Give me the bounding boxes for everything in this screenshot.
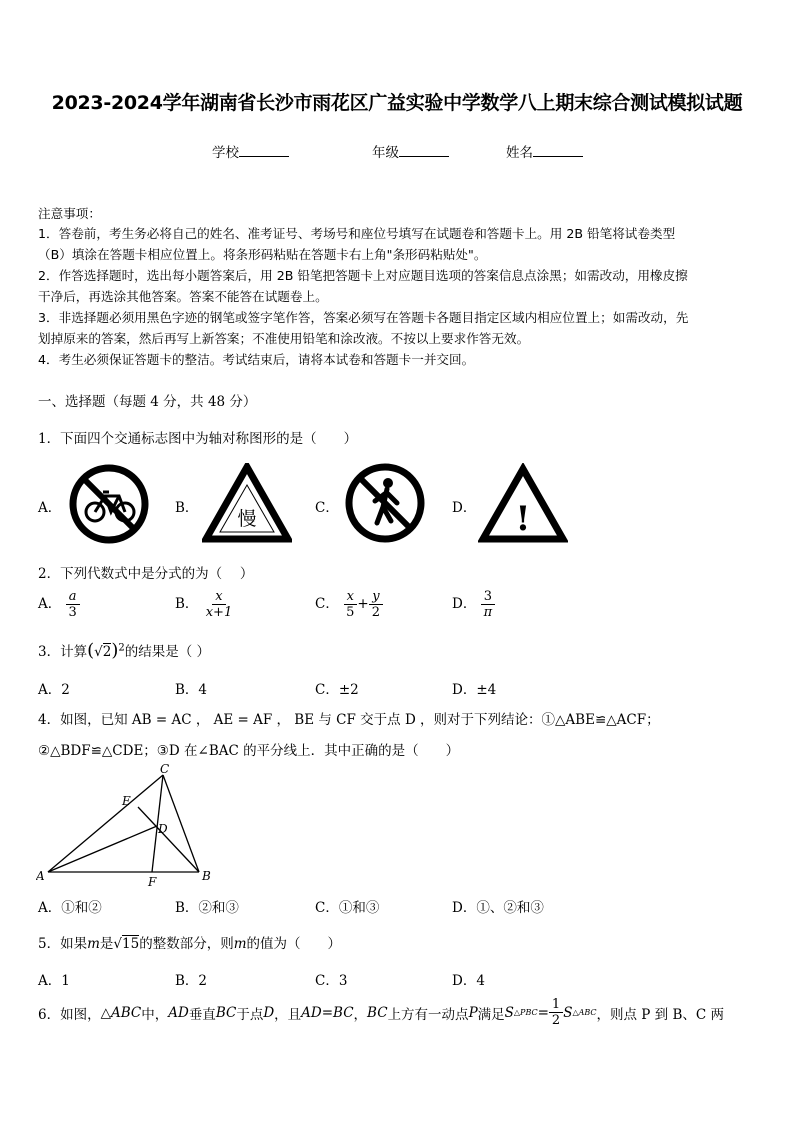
numerator: x bbox=[344, 589, 357, 605]
fraction bbox=[66, 589, 80, 620]
q5-option-a[interactable]: A．1 bbox=[38, 973, 70, 989]
denominator: 5 bbox=[346, 605, 355, 620]
section-heading: 一、选择题（每题 4 分，共 48 分） bbox=[38, 394, 257, 410]
q2-option-c-label: C． bbox=[315, 596, 339, 612]
q6-text: 垂直 bbox=[188, 1006, 216, 1023]
area-symbol: S bbox=[563, 1004, 573, 1021]
q3-option-a[interactable]: A．2 bbox=[38, 682, 70, 698]
notice-heading: 注意事项： bbox=[38, 206, 101, 221]
equals-sign: = bbox=[537, 1004, 549, 1021]
point-e-label: E bbox=[122, 794, 131, 808]
fraction bbox=[481, 589, 496, 620]
page-title: 2023-2024学年湖南省长沙市雨花区广益实验中学数学八上期末综合测试模拟试题 bbox=[51, 92, 743, 114]
q3-option-c[interactable]: C．±2 bbox=[315, 682, 359, 698]
area-symbol: S bbox=[504, 1004, 514, 1021]
numerator: y bbox=[369, 589, 382, 605]
variable-m: m bbox=[233, 936, 247, 952]
fraction bbox=[203, 589, 236, 620]
q5-stem-pre: 5．如果 bbox=[38, 936, 88, 952]
notice-line: 3．非选择题必须用黑色字迹的钢笔或签字笔作答，答案必须写在答题卡各题目指定区域内相应位置上；如需改动，先 bbox=[38, 310, 689, 325]
q3-stem bbox=[38, 640, 210, 661]
numerator: 1 bbox=[549, 997, 563, 1013]
q1-option-d-label[interactable]: D． bbox=[452, 500, 477, 516]
numerator: a bbox=[66, 589, 80, 605]
q6-pre: 6．如图， bbox=[38, 1006, 101, 1023]
area-subscript: △PBC bbox=[513, 1008, 538, 1017]
q3-stem-post: 的结果是（ ） bbox=[124, 644, 211, 660]
radicand: 15 bbox=[122, 936, 140, 952]
name-label: 姓名 bbox=[506, 145, 533, 161]
q2-option-a[interactable] bbox=[38, 589, 80, 620]
variable-m: m bbox=[87, 936, 100, 952]
q1-option-b-label[interactable]: B． bbox=[175, 500, 199, 516]
q6-stem bbox=[38, 997, 724, 1028]
radicand: 2 bbox=[102, 644, 112, 660]
q2-option-b[interactable] bbox=[175, 589, 235, 620]
q5-stem-mid: 是 bbox=[99, 936, 114, 952]
exponent: 2 bbox=[118, 642, 125, 654]
point-a-label: A bbox=[36, 869, 45, 883]
segment-ac bbox=[48, 775, 163, 872]
q3-option-d[interactable]: D．±4 bbox=[452, 682, 497, 698]
numerator: 3 bbox=[481, 589, 495, 605]
notice-line: 干净后，再选涂其他答案。答案不能答在试题卷上。 bbox=[38, 289, 328, 304]
denominator: π bbox=[483, 605, 493, 620]
q3-stem-pre: 3．计算 bbox=[38, 644, 88, 660]
q1-option-a-label[interactable]: A． bbox=[38, 500, 62, 516]
notice-line: 2．作答选择题时，选出每小题答案后，用 2B 铅笔把答题卡上对应题目选项的答案信息点涂黑；如需改动，用橡皮擦 bbox=[38, 268, 688, 283]
school-field[interactable] bbox=[212, 141, 289, 161]
area-subscript: △ABC bbox=[572, 1008, 597, 1017]
denominator: 2 bbox=[551, 1013, 561, 1028]
q6-text: 满足 bbox=[477, 1006, 505, 1023]
segment-ad bbox=[48, 826, 157, 872]
warning-sign-text: ! bbox=[515, 499, 531, 539]
q5-option-d[interactable]: D．4 bbox=[452, 973, 485, 989]
name-field[interactable] bbox=[506, 141, 583, 161]
q6-text: 于点 bbox=[236, 1006, 264, 1023]
denominator: 2 bbox=[371, 605, 381, 620]
notice-line: 划掉原来的答案，然后再写上新答案；不准使用铅笔和涂改液。不按以上要求作答无效。 bbox=[38, 331, 530, 346]
segment-cb bbox=[163, 775, 199, 872]
q6-post: ，则点 P 到 B、C 两 bbox=[596, 1006, 725, 1023]
q2-option-d[interactable] bbox=[452, 589, 495, 620]
point-f-label: F bbox=[148, 875, 157, 889]
point-b-label: B bbox=[202, 869, 211, 883]
point-d-label: D bbox=[158, 822, 168, 836]
point-c-label: C bbox=[160, 762, 170, 776]
q5-option-b[interactable]: B．2 bbox=[175, 973, 208, 989]
plus-sign: + bbox=[357, 596, 369, 612]
q4-option-a[interactable]: A．①和② bbox=[38, 900, 102, 916]
fraction bbox=[369, 589, 383, 620]
numerator: x bbox=[212, 589, 225, 605]
segment-ad: AD bbox=[168, 1004, 189, 1021]
grade-field[interactable] bbox=[372, 141, 449, 161]
notice-line: 1．答卷前，考生务必将自己的姓名、准考证号、考场号和座位号填写在试题卷和答题卡上。用 2B 铅笔将试卷类型 bbox=[38, 226, 676, 241]
fraction-half bbox=[549, 997, 563, 1028]
point-d: D bbox=[263, 1004, 275, 1021]
triangle-abc: △ABC bbox=[100, 1004, 142, 1021]
slow-sign-text: 慢 bbox=[237, 508, 257, 530]
grade-label: 年级 bbox=[372, 145, 399, 161]
q5-stem-mid2: 的整数部分，则 bbox=[139, 936, 234, 952]
q1-option-c-label[interactable]: C． bbox=[315, 500, 339, 516]
q2-option-d-label: D． bbox=[452, 596, 477, 612]
slow-sign-icon bbox=[202, 463, 292, 543]
grade-blank[interactable] bbox=[399, 142, 449, 157]
no-pedestrian-sign-icon bbox=[343, 461, 427, 545]
segment-bc: BC bbox=[215, 1004, 237, 1021]
q1-stem: 1．下面四个交通标志图中为轴对称图形的是（ ） bbox=[38, 431, 358, 447]
fraction bbox=[343, 589, 357, 620]
denominator: x+1 bbox=[205, 605, 233, 620]
q2-option-c[interactable] bbox=[315, 589, 383, 620]
segment-bc: BC bbox=[367, 1004, 388, 1021]
school-label: 学校 bbox=[212, 145, 239, 161]
q4-line1: 4．如图，已知 AB = AC ， AE = AF ， BE 与 CF 交于点 D ，则对于下列结论：①△ABE≌△ACF； bbox=[38, 712, 660, 728]
q4-triangle-figure bbox=[36, 762, 216, 890]
q6-text: ， bbox=[353, 1006, 368, 1023]
q2-option-b-label: B． bbox=[175, 596, 199, 612]
sqrt-expression: ( bbox=[87, 640, 95, 661]
close-paren: ) bbox=[111, 640, 119, 661]
q5-option-c[interactable]: C．3 bbox=[315, 973, 348, 989]
sqrt-symbol: √ bbox=[113, 936, 123, 952]
q3-option-b[interactable]: B．4 bbox=[175, 682, 208, 698]
q4-option-c[interactable]: C．①和③ bbox=[315, 900, 380, 916]
q4-option-b[interactable]: B．②和③ bbox=[175, 900, 239, 916]
point-p: P bbox=[468, 1004, 478, 1021]
notice-line: 4．考生必须保证答题卡的整洁。考试结束后，请将本试卷和答题卡一并交回。 bbox=[38, 352, 475, 367]
q5-stem bbox=[38, 932, 341, 952]
sqrt-symbol: √ bbox=[94, 644, 103, 660]
school-blank[interactable] bbox=[239, 142, 289, 157]
q2-stem: 2．下列代数式中是分式的为（ ） bbox=[38, 566, 254, 582]
no-bicycle-sign-icon bbox=[67, 462, 151, 546]
name-blank[interactable] bbox=[533, 142, 583, 157]
q5-stem-post: 的值为（ ） bbox=[246, 936, 342, 952]
q6-text: 上方有一动点 bbox=[387, 1006, 469, 1023]
q6-text: 中， bbox=[141, 1006, 169, 1023]
segment-be bbox=[138, 807, 199, 872]
denominator: 3 bbox=[68, 605, 77, 620]
q4-line2: ②△BDF≌△CDE；③D 在∠BAC 的平分线上．其中正确的是（ ） bbox=[38, 743, 460, 759]
q2-option-a-label: A． bbox=[38, 596, 62, 612]
q4-option-d[interactable]: D．①、②和③ bbox=[452, 900, 544, 916]
notice-line: （B）填涂在答题卡相应位置上。将条形码粘贴在答题卡右上角"条形码粘贴处"。 bbox=[38, 247, 487, 262]
warning-sign-icon bbox=[478, 463, 568, 543]
equation-ad-bc: AD=BC bbox=[301, 1004, 354, 1021]
q6-text: ，且 bbox=[274, 1006, 302, 1023]
